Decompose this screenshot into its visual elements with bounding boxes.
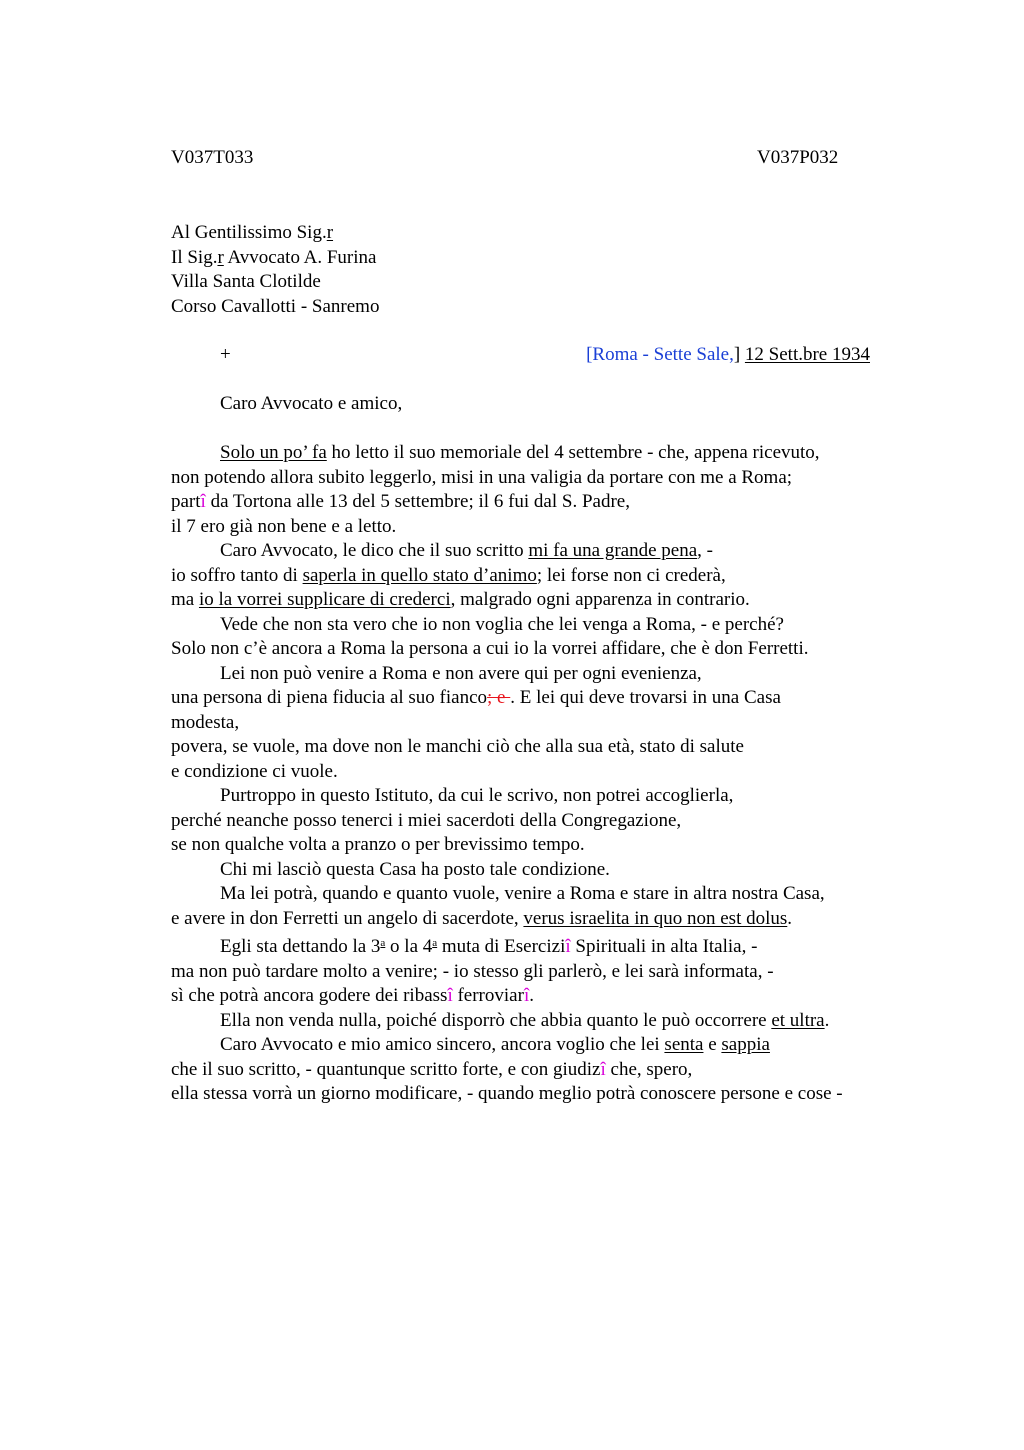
address-line-3: Villa Santa Clotilde: [171, 271, 321, 292]
body-line: ma io la vorrei supplicare di crederci, malgrado ogni apparenza in contrario.: [171, 589, 750, 610]
body-line: Caro Avvocato, le dico che il suo scritto mi fa una grande pena, -: [220, 540, 713, 561]
body-line: Caro Avvocato e mio amico sincero, ancora voglio che lei senta e sappia: [220, 1034, 770, 1055]
document-codes: [171, 146, 911, 170]
body-line: sì che potrà ancora godere dei ribassî ferroviarî.: [171, 985, 534, 1006]
body-line: povera, se vuole, ma dove non le manchi ciò che alla sua età, stato di salute: [171, 736, 744, 757]
place: Roma - Sette Sale,: [592, 344, 734, 365]
body-line: modesta,: [171, 711, 240, 733]
body-line: ella stessa vorrà un giorno modificare, - quando meglio potrà conoscere persone e cose -: [171, 1083, 843, 1104]
letter-body: [171, 441, 911, 1107]
address-line-4: Corso Cavallotti - Sanremo: [171, 295, 380, 317]
body-line: se non qualche volta a pranzo o per brevissimo tempo.: [171, 834, 585, 855]
body-line: Solo un po’ fa ho letto il suo memoriale del 4 settembre - che, appena ricevuto,: [220, 442, 820, 463]
dateline: [171, 343, 911, 367]
body-line: partî da Tortona alle 13 del 5 settembre; il 6 fui dal S. Padre,: [171, 491, 630, 512]
body-line: Vede che non sta vero che io non voglia che lei venga a Roma, - e perché?: [220, 613, 784, 635]
body-line: e condizione ci vuole.: [171, 760, 338, 782]
document-code-right: V037P032: [757, 147, 839, 168]
body-line: Chi mi lasciò questa Casa ha posto tale condizione.: [220, 858, 610, 880]
body-line: che il suo scritto, - quantunque scritto forte, e con giudizî che, spero,: [171, 1058, 693, 1080]
body-line: Ella non venda nulla, poiché disporrò che abbia quanto le può occorrere et ultra.: [220, 1009, 830, 1031]
body-line: Solo non c’è ancora a Roma la persona a cui io la vorrei affidare, che è don Ferretti.: [171, 638, 809, 659]
body-line: Purtroppo in questo Istituto, da cui le scrivo, non potrei accoglierla,: [220, 785, 734, 806]
body-line: Ma lei potrà, quando e quanto vuole, venire a Roma e stare in altra nostra Casa,: [220, 883, 825, 904]
body-line: e avere in don Ferretti un angelo di sacerdote, verus israelita in quo non est dolus.: [171, 907, 793, 929]
address-line-1: Al Gentilissimo Sig.r: [171, 222, 334, 243]
document-code-left: V037T033: [171, 147, 254, 168]
body-line: non potendo allora subito leggerlo, misi in una valigia da portare con me a Roma;: [171, 466, 793, 488]
body-line: il 7 ero già non bene e a letto.: [171, 515, 397, 537]
body-line: una persona di piena fiducia al suo fianco; e . E lei qui deve trovarsi in una Casa: [171, 687, 781, 708]
body-line: perché neanche posso tenerci i miei sacerdoti della Congregazione,: [171, 809, 682, 831]
body-line: io soffro tanto di saperla in quello stato d’animo; lei forse non ci crederà,: [171, 564, 726, 586]
cross-symbol: +: [220, 344, 231, 365]
letter-page: [171, 146, 911, 1107]
body-line: Lei non può venire a Roma e non avere qui per ogni evenienza,: [220, 662, 702, 684]
deleted-text: ; e: [487, 687, 511, 708]
address-line-2: Il Sig.r Avvocato A. Furina: [171, 246, 377, 268]
salutation: Caro Avvocato e amico,: [220, 393, 403, 414]
body-line: ma non può tardare molto a venire; - io stesso gli parlerò, e lei sarà informata, -: [171, 960, 774, 982]
address-block: [171, 221, 911, 319]
date: 12 Sett.bre 1934: [744, 344, 870, 365]
body-line: Egli sta dettando la 3$^a$ o la 4$^a$ muta di Eserciziî Spirituali in alta Italia, -: [220, 936, 758, 957]
place-and-date: [Roma - Sette Sale,] 12 Sett.bre 1934: [586, 344, 870, 365]
